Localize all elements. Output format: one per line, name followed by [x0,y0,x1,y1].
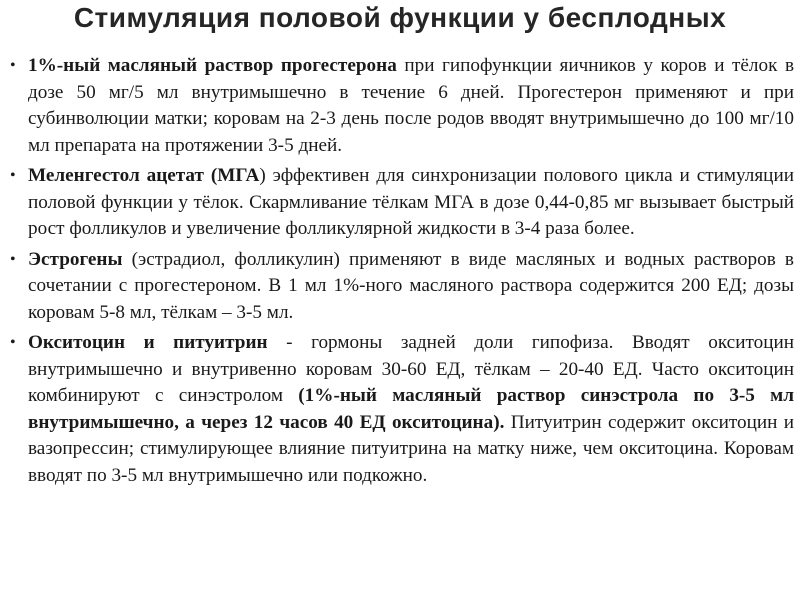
item-bold-lead: Меленгестол ацетат (МГА [28,165,260,186]
list-item [8,53,794,159]
item-text-continued: Питуитрин содержит окситоцин и вазопрессин; стимулирующее влияние питуитрина на матку ниже, чем окситоцина. Коровам вводят по 3-5 мл внутримышечно или подкожно. [28,411,794,486]
bullet-icon: • [10,250,16,268]
bullet-icon: • [10,167,16,184]
list-item [8,163,794,243]
list-item [8,247,794,327]
slide-title: Стимуляция половой функции у бесплодных [73,2,727,33]
bullet-list [8,53,794,493]
item-text: (эстрадиол, фолликулин) применяют в виде масляных и водных растворов в сочетании с прогестероном. В 1 мл 1%-ного масляного раствора содержится 200 ЕД; дозы коровам 5-8 мл, тёлкам – 3-5 мл. [28,248,794,323]
bullet-icon: • [10,57,16,74]
list-item [8,330,794,489]
item-bold-lead: Окситоцин и питуитрин [28,332,268,353]
item-text: при гипофункции яичников у коров и тёлок в дозе 50 мг/5 мл внутримышечно в течение 6 дней. Прогестерон применяют и при субинволюции матки; коровам на 2-3 день после родов вводят внутримышечно до 100 мг/10 мл препарата на протяжении 3-5 дней. [28,55,795,156]
item-bold-lead: Эстрогены [28,248,123,270]
item-bold-inline: (1%-ный масляный раствор синэстрола по 3-5 мл внутримышечно, а через 12 часов 40 ЕД окситоцина). [28,385,794,433]
bullet-icon: • [10,334,16,351]
item-bold-lead: 1%-ный масляный раствор прогестерона [28,55,397,76]
item-text: ) эффективен для синхронизации полового цикла и стимуляции половой функции у тёлок. Скармливание тёлкам МГА в дозе 0,44-0,85 мг вызывает быстрый рост фолликулов и увеличение фолликулярной жидкости в 3-4 раза более. [28,165,794,239]
item-text: - гормоны задней доли гипофиза. Вводят окситоцин внутримышечно и внутривенно коровам 30-60 ЕД, тёлкам – 20-40 ЕД. Часто окситоцин комбинируют с синэстролом [28,332,794,406]
